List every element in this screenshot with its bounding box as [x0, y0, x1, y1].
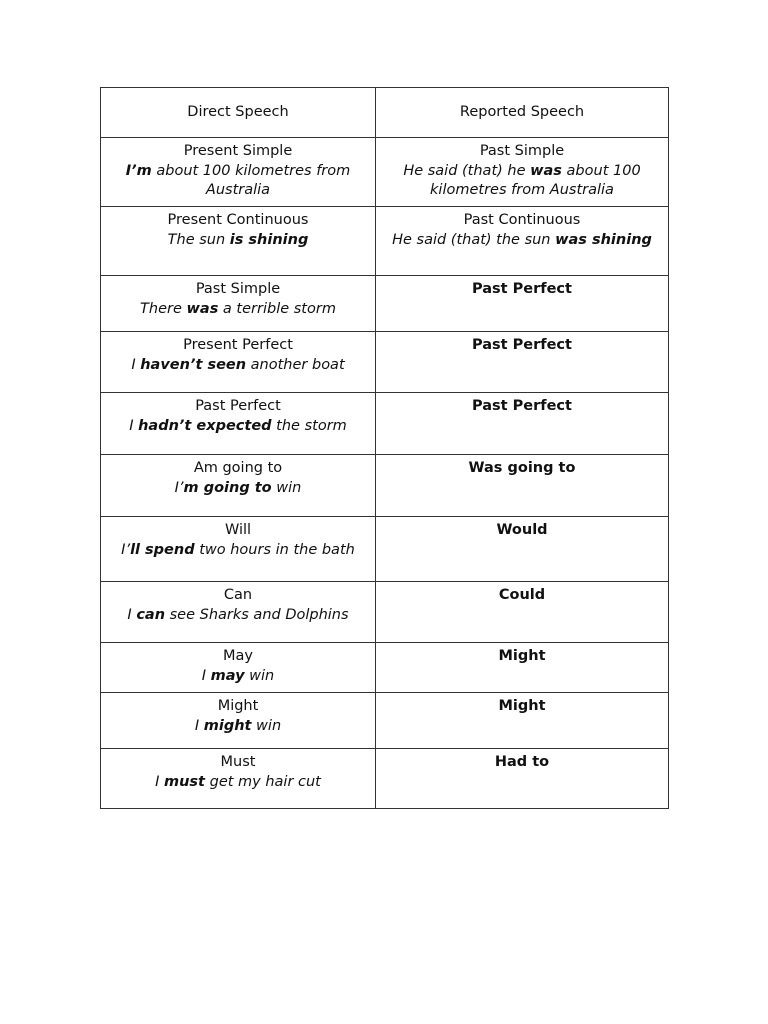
- direct-tense-label: Present Perfect: [183, 337, 293, 353]
- reported-speech-cell: [376, 582, 669, 643]
- direct-example-sentence: [107, 231, 369, 251]
- table-row: [101, 276, 669, 332]
- direct-speech-cell: [101, 693, 376, 749]
- header-reported-speech: Reported Speech: [376, 88, 669, 138]
- reported-tense-label: Might: [498, 648, 546, 664]
- highlighted-verb: may: [210, 667, 245, 684]
- direct-speech-cell: [101, 455, 376, 517]
- highlighted-verb: m going to: [183, 479, 272, 496]
- direct-example-sentence: [107, 162, 369, 201]
- reported-tense-label: Past Perfect: [472, 281, 572, 297]
- reported-speech-cell: [376, 693, 669, 749]
- example-text: get my hair cut: [205, 773, 321, 790]
- example-text: I: [155, 773, 164, 790]
- example-text: win: [244, 667, 275, 684]
- direct-tense-label: Might: [217, 698, 259, 714]
- table-body: [101, 138, 669, 809]
- reported-tense-label: Past Perfect: [472, 337, 572, 353]
- reported-example-sentence: [382, 162, 662, 201]
- example-text: the storm: [271, 417, 347, 434]
- direct-tense-label: Present Simple: [183, 143, 293, 159]
- example-text: two hours in the bath: [194, 541, 355, 558]
- reported-speech-cell: [376, 643, 669, 693]
- table-row: [101, 455, 669, 517]
- example-text: The sun: [167, 231, 230, 248]
- direct-tense-label: Am going to: [193, 460, 283, 476]
- table-row: [101, 517, 669, 582]
- direct-example-sentence: [107, 717, 369, 737]
- reported-tense-label: Past Perfect: [472, 398, 572, 414]
- reported-tense-label: Might: [498, 698, 546, 714]
- direct-example-sentence: [107, 606, 369, 626]
- example-text: He said (that) he: [403, 162, 531, 179]
- direct-speech-cell: [101, 749, 376, 809]
- header-direct-speech: Direct Speech: [101, 88, 376, 138]
- example-text: There: [140, 300, 187, 317]
- direct-speech-cell: [101, 332, 376, 393]
- table-row: [101, 332, 669, 393]
- table-row: [101, 693, 669, 749]
- direct-speech-cell: [101, 582, 376, 643]
- example-text: win: [271, 479, 302, 496]
- example-text: about 100 kilometres from Australia: [151, 162, 351, 198]
- direct-example-sentence: [107, 300, 369, 320]
- direct-speech-cell: [101, 207, 376, 276]
- direct-example-sentence: [107, 479, 369, 499]
- direct-tense-label: Can: [223, 587, 253, 603]
- highlighted-verb: hadn’t expected: [138, 417, 272, 434]
- highlighted-verb: was shining: [555, 231, 652, 248]
- reported-speech-cell: [376, 455, 669, 517]
- direct-tense-label: Will: [224, 522, 252, 538]
- direct-example-sentence: [107, 541, 369, 561]
- direct-example-sentence: [107, 356, 369, 376]
- example-text: about 100 kilometres from Australia: [430, 162, 641, 198]
- reported-tense-label: Was going to: [468, 460, 576, 476]
- example-text: see Sharks and Dolphins: [165, 606, 349, 623]
- example-text: I: [131, 356, 141, 373]
- direct-tense-label: May: [223, 648, 253, 664]
- reported-speech-cell: [376, 138, 669, 207]
- example-text: I: [194, 717, 204, 734]
- reported-tense-label: Past Continuous: [463, 212, 581, 228]
- direct-example-sentence: [107, 667, 369, 687]
- direct-speech-cell: [101, 643, 376, 693]
- reported-speech-table: [100, 87, 669, 809]
- direct-speech-cell: [101, 517, 376, 582]
- table-header-row: [101, 88, 669, 138]
- reported-tense-label: Would: [496, 522, 548, 538]
- direct-speech-cell: [101, 393, 376, 455]
- example-text: a terrible storm: [218, 300, 336, 317]
- highlighted-verb: was: [186, 300, 219, 317]
- direct-tense-label: Must: [220, 754, 256, 770]
- reported-speech-cell: [376, 393, 669, 455]
- example-text: He said (that) the sun: [392, 231, 556, 248]
- direct-tense-label: Present Continuous: [167, 212, 309, 228]
- example-text: I: [129, 417, 139, 434]
- highlighted-verb: was: [530, 162, 562, 179]
- table-row: [101, 749, 669, 809]
- highlighted-verb: can: [136, 606, 166, 623]
- reported-speech-cell: [376, 749, 669, 809]
- reported-example-sentence: [382, 231, 662, 251]
- example-text: I: [201, 667, 211, 684]
- highlighted-verb: must: [164, 773, 205, 790]
- reported-speech-cell: [376, 517, 669, 582]
- example-text: I’: [174, 479, 184, 496]
- highlighted-verb: is shining: [229, 231, 309, 248]
- reported-tense-label: Could: [498, 587, 546, 603]
- direct-example-sentence: [107, 773, 369, 793]
- example-text: win: [251, 717, 282, 734]
- highlighted-verb: haven’t seen: [140, 356, 247, 373]
- table-row: [101, 393, 669, 455]
- example-text: I: [127, 606, 137, 623]
- direct-tense-label: Past Perfect: [195, 398, 281, 414]
- table-row: [101, 582, 669, 643]
- direct-speech-cell: [101, 138, 376, 207]
- example-text: another boat: [246, 356, 345, 373]
- reported-tense-label: Had to: [494, 754, 550, 770]
- table-row: [101, 207, 669, 276]
- highlighted-verb: I’m: [125, 162, 152, 179]
- reported-speech-cell: [376, 207, 669, 276]
- reported-speech-cell: [376, 332, 669, 393]
- example-text: I’: [121, 541, 131, 558]
- reported-tense-label: Past Simple: [479, 143, 565, 159]
- reported-speech-cell: [376, 276, 669, 332]
- direct-example-sentence: [107, 417, 369, 437]
- highlighted-verb: ll spend: [130, 541, 195, 558]
- direct-tense-label: Past Simple: [195, 281, 281, 297]
- direct-speech-cell: [101, 276, 376, 332]
- table-row: [101, 138, 669, 207]
- table-row: [101, 643, 669, 693]
- highlighted-verb: might: [203, 717, 252, 734]
